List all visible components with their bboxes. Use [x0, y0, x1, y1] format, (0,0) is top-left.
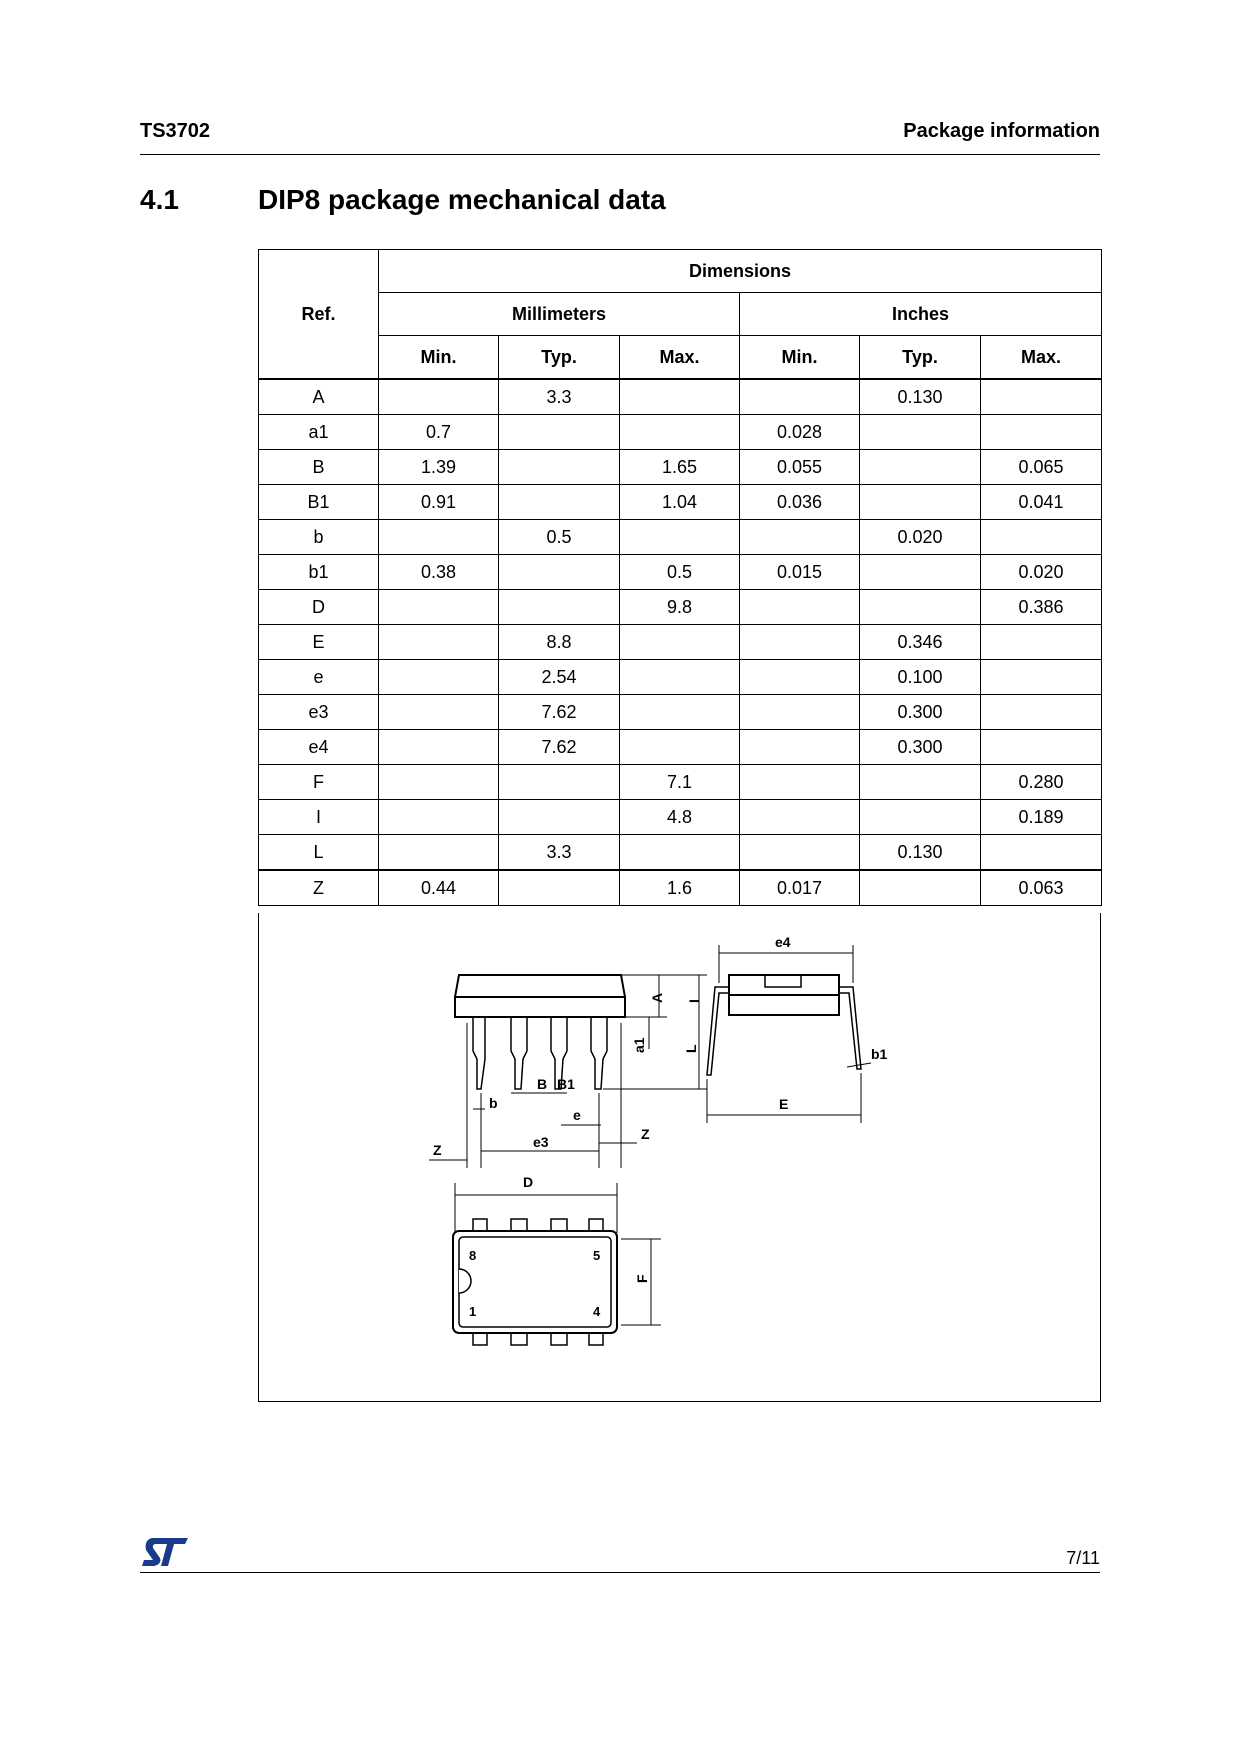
page-number: 7/11 — [1066, 1548, 1100, 1568]
mm-max-header: Max. — [620, 336, 740, 380]
table-row — [259, 870, 1102, 906]
ref-cell: L — [259, 835, 379, 871]
value-cell — [499, 765, 620, 800]
millimeters-header: Millimeters — [379, 293, 740, 336]
value-cell: 0.055 — [740, 450, 860, 485]
value-cell: 0.130 — [860, 835, 981, 871]
side-lead-2 — [511, 1017, 527, 1089]
value-cell: 0.300 — [860, 695, 981, 730]
value-cell: 7.1 — [620, 765, 740, 800]
table-row — [259, 450, 1102, 485]
value-cell — [620, 415, 740, 450]
value-cell: 1.6 — [620, 870, 740, 906]
end-view-lead-right — [839, 987, 861, 1069]
ref-cell: Z — [259, 870, 379, 906]
value-cell — [860, 590, 981, 625]
label-B: B — [537, 1076, 548, 1092]
end-view-notch — [765, 975, 801, 987]
value-cell — [379, 590, 499, 625]
value-cell — [379, 520, 499, 555]
ref-header: Ref. — [259, 250, 379, 380]
pin-label-1: 1 — [469, 1304, 477, 1319]
label-A: A — [649, 992, 665, 1003]
ref-cell: B1 — [259, 485, 379, 520]
st-logo — [140, 1536, 190, 1568]
table-row — [259, 765, 1102, 800]
value-cell — [379, 379, 499, 415]
dimensions-table — [258, 249, 1102, 906]
value-cell — [860, 555, 981, 590]
table-row — [259, 695, 1102, 730]
value-cell: 7.62 — [499, 695, 620, 730]
value-cell: 0.028 — [740, 415, 860, 450]
header-doc-id: TS3702 — [140, 120, 211, 142]
value-cell — [740, 379, 860, 415]
side-lead-4 — [591, 1017, 607, 1089]
st-logo-shape — [142, 1538, 188, 1566]
section-number: 4.1 — [140, 184, 179, 215]
value-cell — [860, 450, 981, 485]
bottom-pad-3 — [551, 1333, 567, 1345]
value-cell — [379, 695, 499, 730]
st-logo-text: ST — [140, 1536, 142, 1537]
value-cell: 3.3 — [499, 835, 620, 871]
header-section-name: Package information — [903, 120, 1100, 142]
top-view-body-inner — [459, 1237, 611, 1327]
label-e3: e3 — [533, 1134, 549, 1150]
value-cell: 0.5 — [499, 520, 620, 555]
ref-cell: b1 — [259, 555, 379, 590]
table-row — [259, 485, 1102, 520]
top-pad-5 — [589, 1219, 603, 1231]
value-cell — [379, 765, 499, 800]
value-cell — [740, 800, 860, 835]
dim-b1-line — [847, 1063, 871, 1067]
value-cell: 0.041 — [981, 485, 1102, 520]
table-row — [259, 625, 1102, 660]
footer-rule — [140, 1572, 1100, 1573]
value-cell: 0.5 — [620, 555, 740, 590]
top-pad-8 — [473, 1219, 487, 1231]
value-cell — [620, 695, 740, 730]
value-cell: 0.065 — [981, 450, 1102, 485]
ref-cell: I — [259, 800, 379, 835]
pin-label-8: 8 — [469, 1248, 477, 1263]
value-cell — [860, 870, 981, 906]
value-cell: 0.386 — [981, 590, 1102, 625]
table-row — [259, 415, 1102, 450]
label-B1: B1 — [557, 1076, 575, 1092]
top-pad-7 — [511, 1219, 527, 1231]
label-F: F — [634, 1274, 650, 1283]
label-e4: e4 — [775, 934, 791, 950]
value-cell — [740, 835, 860, 871]
bottom-pad-2 — [511, 1333, 527, 1345]
side-view-body — [455, 997, 625, 1017]
inches-header: Inches — [740, 293, 1102, 336]
label-Z-left: Z — [433, 1142, 442, 1158]
end-view-lead-left — [707, 987, 729, 1075]
value-cell — [981, 379, 1102, 415]
in-max-header: Max. — [981, 336, 1102, 380]
value-cell — [379, 835, 499, 871]
in-typ-header: Typ. — [860, 336, 981, 380]
ref-cell: b — [259, 520, 379, 555]
value-cell: 0.017 — [740, 870, 860, 906]
ref-cell: e — [259, 660, 379, 695]
label-a1: a1 — [631, 1037, 647, 1053]
value-cell — [499, 415, 620, 450]
value-cell: 1.39 — [379, 450, 499, 485]
value-cell — [740, 590, 860, 625]
value-cell: 0.38 — [379, 555, 499, 590]
value-cell — [981, 695, 1102, 730]
value-cell: 7.62 — [499, 730, 620, 765]
value-cell: 0.100 — [860, 660, 981, 695]
dip8-package-drawing — [259, 913, 1100, 1401]
table-row — [259, 555, 1102, 590]
section-title: DIP8 package mechanical data — [258, 184, 666, 215]
value-cell — [860, 485, 981, 520]
value-cell — [379, 730, 499, 765]
ref-cell: a1 — [259, 415, 379, 450]
table-row — [259, 520, 1102, 555]
value-cell — [860, 800, 981, 835]
bottom-pad-4 — [589, 1333, 603, 1345]
value-cell: 9.8 — [620, 590, 740, 625]
label-e: e — [573, 1107, 581, 1123]
value-cell — [620, 660, 740, 695]
value-cell — [379, 660, 499, 695]
value-cell — [981, 835, 1102, 871]
value-cell — [379, 625, 499, 660]
ref-cell: D — [259, 590, 379, 625]
value-cell: 0.015 — [740, 555, 860, 590]
end-view-body-top — [729, 975, 839, 995]
value-cell: 3.3 — [499, 379, 620, 415]
side-view-body-top — [455, 975, 625, 997]
table-row — [259, 835, 1102, 871]
value-cell — [740, 765, 860, 800]
label-Z-right: Z — [641, 1126, 650, 1142]
value-cell: 0.020 — [860, 520, 981, 555]
value-cell — [499, 590, 620, 625]
label-L: L — [683, 1044, 699, 1053]
value-cell — [981, 415, 1102, 450]
ref-cell: e3 — [259, 695, 379, 730]
value-cell: 0.280 — [981, 765, 1102, 800]
value-cell: 0.44 — [379, 870, 499, 906]
dimensions-header: Dimensions — [379, 250, 1102, 293]
value-cell — [981, 625, 1102, 660]
dimensions-table-body — [259, 379, 1102, 906]
value-cell — [740, 730, 860, 765]
end-view-body-bottom — [729, 995, 839, 1015]
value-cell — [981, 520, 1102, 555]
value-cell — [740, 660, 860, 695]
ref-cell: B — [259, 450, 379, 485]
top-pad-6 — [551, 1219, 567, 1231]
value-cell — [620, 730, 740, 765]
value-cell: 0.036 — [740, 485, 860, 520]
bottom-pad-1 — [473, 1333, 487, 1345]
value-cell — [740, 695, 860, 730]
value-cell: 8.8 — [499, 625, 620, 660]
value-cell: 0.020 — [981, 555, 1102, 590]
mm-min-header: Min. — [379, 336, 499, 380]
value-cell: 0.300 — [860, 730, 981, 765]
value-cell — [860, 765, 981, 800]
in-min-header: Min. — [740, 336, 860, 380]
value-cell — [620, 625, 740, 660]
value-cell — [860, 415, 981, 450]
package-drawing-cell — [258, 913, 1101, 1402]
table-row — [259, 590, 1102, 625]
pin1-notch — [459, 1269, 471, 1293]
pin-label-5: 5 — [593, 1248, 601, 1263]
ref-cell: F — [259, 765, 379, 800]
table-row — [259, 800, 1102, 835]
ref-cell: A — [259, 379, 379, 415]
value-cell: 1.04 — [620, 485, 740, 520]
value-cell — [981, 660, 1102, 695]
side-lead-1 — [473, 1017, 485, 1089]
value-cell — [740, 625, 860, 660]
value-cell — [499, 485, 620, 520]
value-cell — [620, 379, 740, 415]
value-cell: 0.7 — [379, 415, 499, 450]
ref-cell: E — [259, 625, 379, 660]
label-b1: b1 — [871, 1046, 888, 1062]
value-cell — [981, 730, 1102, 765]
header-rule — [140, 154, 1100, 155]
value-cell: 4.8 — [620, 800, 740, 835]
value-cell — [620, 520, 740, 555]
label-I: I — [686, 999, 702, 1003]
value-cell — [499, 555, 620, 590]
label-b: b — [489, 1095, 498, 1111]
table-row — [259, 379, 1102, 415]
value-cell: 0.189 — [981, 800, 1102, 835]
table-row — [259, 660, 1102, 695]
value-cell — [499, 870, 620, 906]
value-cell — [499, 800, 620, 835]
value-cell — [740, 520, 860, 555]
value-cell: 0.91 — [379, 485, 499, 520]
value-cell — [620, 835, 740, 871]
mm-typ-header: Typ. — [499, 336, 620, 380]
pin-label-4: 4 — [593, 1304, 601, 1319]
value-cell: 2.54 — [499, 660, 620, 695]
ref-cell: e4 — [259, 730, 379, 765]
value-cell: 0.346 — [860, 625, 981, 660]
value-cell: 1.65 — [620, 450, 740, 485]
value-cell: 0.130 — [860, 379, 981, 415]
table-row — [259, 730, 1102, 765]
value-cell: 0.063 — [981, 870, 1102, 906]
value-cell — [379, 800, 499, 835]
label-E: E — [779, 1096, 789, 1112]
value-cell — [499, 450, 620, 485]
label-D: D — [523, 1174, 534, 1190]
